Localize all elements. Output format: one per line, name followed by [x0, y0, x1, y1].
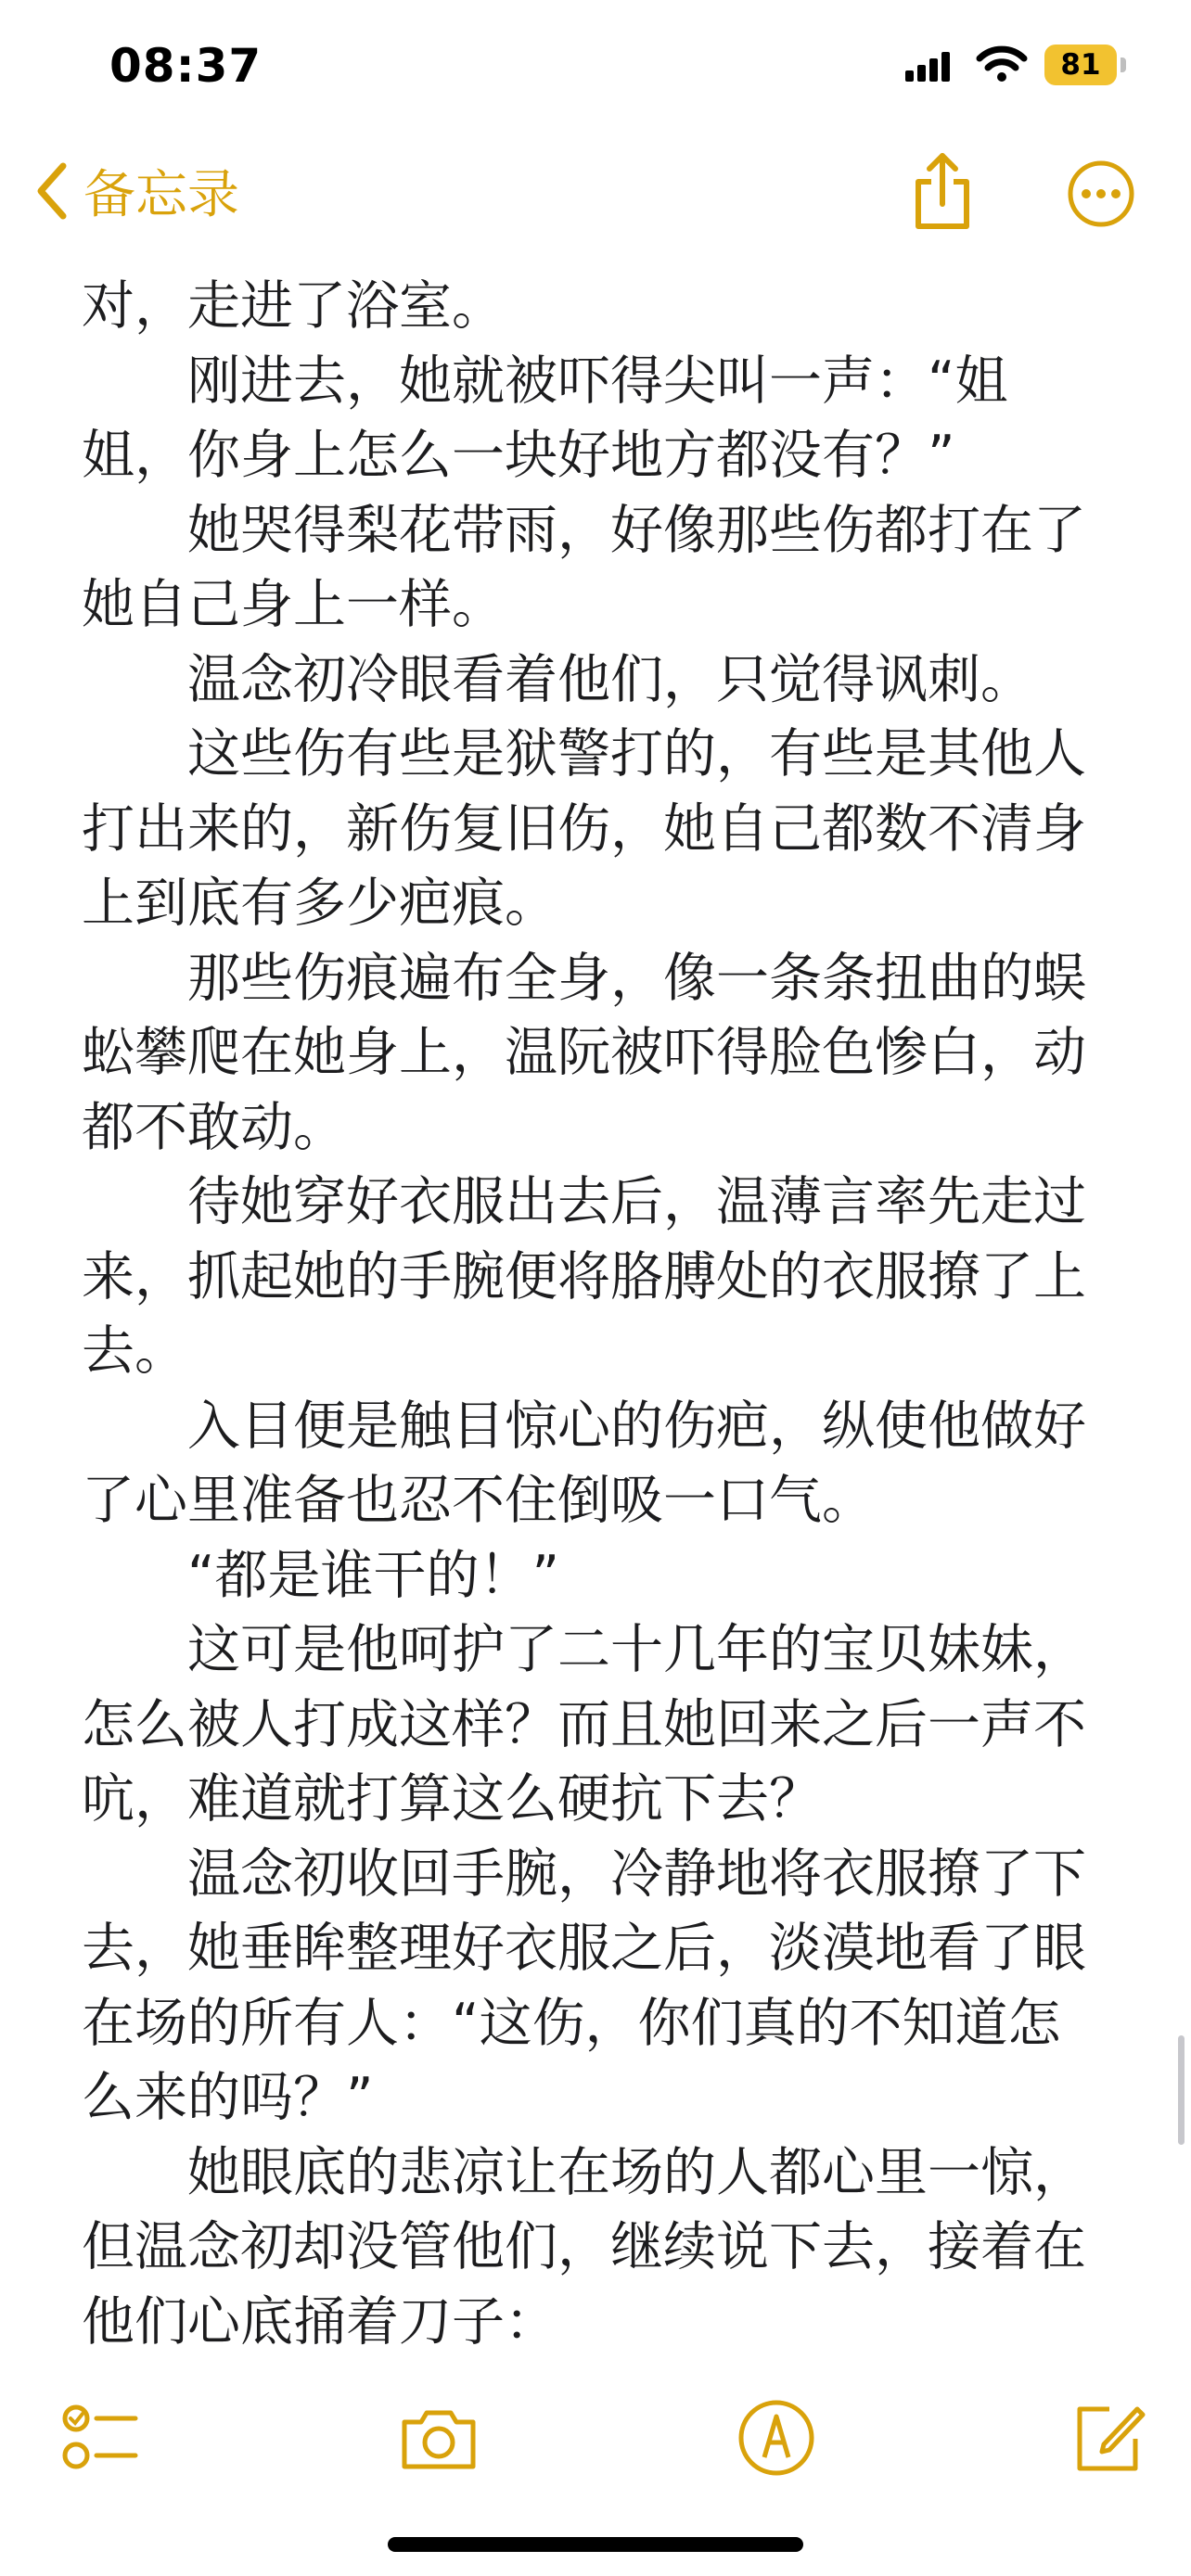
note-paragraph: 那些伤痕遍布全身，像一条条扭曲的蜈蚣攀爬在她身上，温阮被吓得脸色惨白，动都不敢动。	[82, 947, 1086, 1158]
ellipsis-circle-icon[interactable]	[1067, 159, 1135, 228]
bottom-toolbar	[0, 2383, 1191, 2485]
battery-level: 81	[1044, 45, 1117, 85]
note-paragraph: 入目便是触目惊心的伤疤，纵使他做好了心里准备也忍不住倒吸一口气。	[82, 1395, 1086, 1531]
back-button[interactable]	[33, 154, 239, 228]
note-paragraph: 温念初冷眼看着他们，只觉得讽刺。	[187, 648, 1033, 710]
note-paragraph: 她眼底的悲凉让在场的人都心里一惊，但温念初却没管他们，继续说下去，接着在他们心底捅着刀子：	[82, 2141, 1086, 2353]
compose-icon[interactable]	[1067, 2396, 1150, 2480]
note-paragraph: “都是谁干的！”	[187, 1544, 560, 1606]
share-icon[interactable]	[909, 150, 976, 232]
chevron-left-icon	[33, 160, 70, 222]
note-paragraph: 这些伤有些是狱警打的，有些是其他人打出来的，新伤复旧伤，她自己都数不清身上到底有多少疤痕。	[82, 723, 1086, 934]
scroll-indicator[interactable]	[1178, 2035, 1185, 2145]
checklist-icon[interactable]	[58, 2396, 141, 2480]
note-paragraph: 对，走进了浴室。	[82, 275, 505, 337]
note-paragraph: 待她穿好衣服出去后，温薄言率先走过来，抓起她的手腕便将胳膊处的衣服撩了上去。	[82, 1171, 1086, 1382]
navigation-bar	[0, 139, 1191, 250]
note-paragraph: 温念初收回手腕，冷静地将衣服撩了下去，她垂眸整理好衣服之后，淡漠地看了眼在场的所有人：“这伤，你们真的不知道怎么来的吗？”	[82, 1843, 1086, 2128]
note-body[interactable]	[82, 269, 1111, 2359]
note-paragraph: 这可是他呵护了二十几年的宝贝妹妹，怎么被人打成这样？而且她回来之后一声不吭，难道就打算这么硬抗下去？	[82, 1619, 1086, 1830]
note-paragraph: 她哭得梨花带雨，好像那些伤都打在了她自己身上一样。	[82, 499, 1086, 635]
battery-cap	[1121, 57, 1126, 72]
pen-tip-icon[interactable]	[735, 2396, 818, 2480]
home-indicator[interactable]	[388, 2537, 803, 2552]
note-paragraph: 刚进去，她就被吓得尖叫一声：“姐姐，你身上怎么一块好地方都没有？”	[82, 350, 1008, 486]
camera-icon[interactable]	[397, 2396, 480, 2480]
back-label: 备忘录	[83, 165, 239, 225]
status-time: 08:37	[109, 39, 263, 93]
